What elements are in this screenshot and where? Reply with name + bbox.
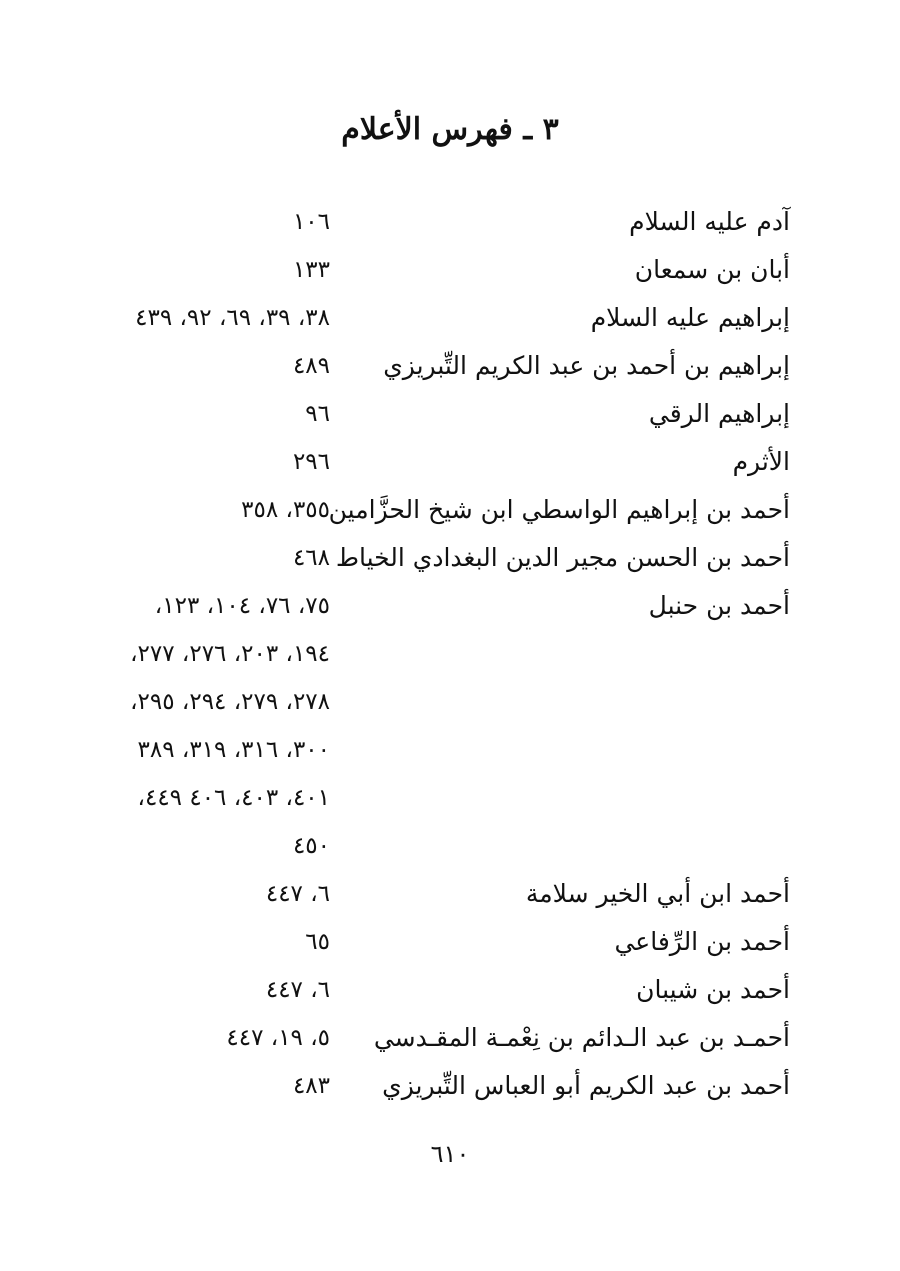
page-ref-line: ٤٦٨ (292, 545, 330, 571)
entry-name: إبراهيم بن أحمد بن عبد الكريم التِّبريزي (383, 351, 790, 380)
page-number: ٦١٠ (430, 1140, 470, 1168)
entry-name: أحمد بن شيبان (636, 975, 790, 1004)
index-entry (100, 390, 790, 438)
index-entry (100, 198, 790, 246)
index-entry (100, 246, 790, 294)
page-ref-line: ٤٥٠ (292, 833, 330, 859)
index-entry (100, 918, 790, 966)
index-entry (100, 486, 790, 534)
entry-page-refs (100, 966, 340, 1014)
entry-name: أحمد بن الرِّفاعي (614, 927, 790, 956)
entry-page-refs (100, 1062, 340, 1110)
entry-page-refs (100, 246, 340, 294)
page-ref-line: ٦، ٤٤٧ (265, 977, 330, 1003)
page-ref-line: ٤٨٣ (292, 1073, 330, 1099)
page-ref-line: ٤٠١، ٤٠٣، ٤٠٦ ٤٤٩، (137, 785, 330, 811)
entry-name: أحمـد بن عبد الـدائم بن نِعْمـة المقـدسي (373, 1023, 790, 1052)
page-ref-line: ٦٥ (305, 929, 330, 955)
entry-name: أحمد بن حنبل (648, 591, 790, 620)
page-ref-line: ٣٠٠، ٣١٦، ٣١٩، ٣٨٩ (137, 737, 330, 763)
entry-name: أبان بن سمعان (634, 255, 790, 284)
entry-name: إبراهيم عليه السلام (590, 303, 790, 332)
index-entry (100, 582, 790, 870)
index-entry (100, 342, 790, 390)
page-ref-line: ١٠٦ (292, 209, 330, 235)
entry-page-refs (100, 534, 340, 582)
entry-page-refs (100, 390, 340, 438)
entry-page-refs (100, 918, 340, 966)
index-entry (100, 870, 790, 918)
entry-page-refs (100, 342, 340, 390)
entry-page-refs (100, 198, 340, 246)
page-ref-line: ٣٨، ٣٩، ٦٩، ٩٢، ٤٣٩ (135, 305, 330, 331)
page-ref-line: ٢٩٦ (292, 449, 330, 475)
page-ref-line: ٤٨٩ (292, 353, 330, 379)
entry-name: أحمد بن إبراهيم الواسطي ابن شيخ الحزَّامين (328, 495, 790, 524)
index-entry (100, 294, 790, 342)
names-index-list (100, 198, 790, 1110)
page-ref-line: ٩٦ (305, 401, 330, 427)
entry-name: إبراهيم الرقي (648, 399, 790, 428)
entry-page-refs (100, 438, 340, 486)
entry-page-refs (100, 870, 340, 918)
page-ref-line: ٥، ١٩، ٤٤٧ (226, 1025, 330, 1051)
entry-name: أحمد ابن أبي الخير سلامة (525, 879, 790, 908)
entry-page-refs (100, 1014, 340, 1062)
page-ref-line: ٢٧٨، ٢٧٩، ٢٩٤، ٢٩٥، (130, 689, 330, 715)
index-entry (100, 438, 790, 486)
page-ref-line: ١٣٣ (292, 257, 330, 283)
entry-name: الأثرم (732, 447, 790, 476)
page-ref-line: ٦، ٤٤٧ (265, 881, 330, 907)
entry-name: آدم عليه السلام (629, 207, 790, 236)
index-title: ٣ ـ فهرس الأعلام (341, 112, 559, 147)
index-entry (100, 534, 790, 582)
entry-name: أحمد بن عبد الكريم أبو العباس التِّبريزي (382, 1071, 790, 1100)
entry-page-refs (100, 486, 340, 534)
index-entry (100, 1014, 790, 1062)
page-ref-line: ١٩٤، ٢٠٣، ٢٧٦، ٢٧٧، (130, 641, 330, 667)
page-ref-line: ٧٥، ٧٦، ١٠٤، ١٢٣، (154, 593, 330, 619)
entry-name: أحمد بن الحسن مجير الدين البغدادي الخياط (335, 543, 790, 572)
index-entry (100, 966, 790, 1014)
entry-page-refs (100, 582, 340, 870)
page-ref-line: ٣٥٥، ٣٥٨ (241, 497, 330, 523)
index-entry (100, 1062, 790, 1110)
entry-page-refs (100, 294, 340, 342)
